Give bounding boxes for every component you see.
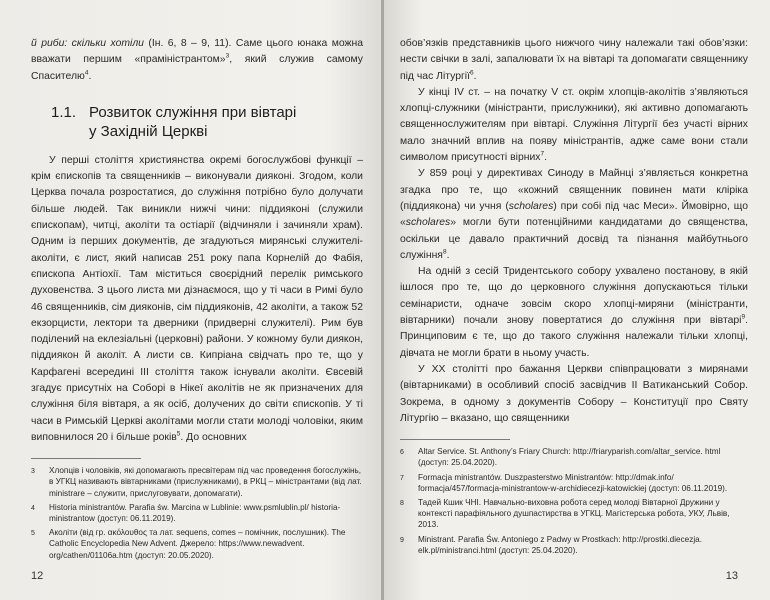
paragraph: У ХХ столітті про бажання Церкви співпрацювати з мирянами (вівтарниками) в особливий спосіб засвідчив ІІ Ватиканський Собор. Зокрема, в одному з документів Собору – Конституції про Святу Літургію – вказано, що священники xyxy=(400,363,748,424)
page-number: 12 xyxy=(31,570,44,582)
section-heading xyxy=(51,103,363,141)
right-page xyxy=(384,0,770,600)
section-title-line-2: у Західній Церкві xyxy=(89,122,208,140)
paragraph: У 859 році у директивах Синоду в Майнці з’являється конкретна згадка про те, що «кожний священник повинен мати кліріка (піддиякона) чи учня (scholares) при собі під час Меси». Ймовірно, що «scholares» могли бути потенційними кандидатами до священства, оскільки це давало практичний досвід та пізнання майбутнього служіння$^8$. xyxy=(400,168,748,261)
paragraph-main: У перші століття християнства окремі богослужбові функції – крім єпископів та священників – виконували дияконі. Згодом, коли Церква почала розростатися, до служіння потрібно було долучати більше людей. Так виникли нижчі чини: піддияконі (служили єпископам), читці, аколіти та остіарії (відчиняли і зачиняли храм). Одним із перших документів, де згадуються мирянські служителі-аколіти, є лист, який написав 251 року папа Корнелій до Фабія, єпископа Антіохії. Там міститься своєрідний перелік римського духовенства. З цього листа ми дізнаємося, що у ті часи в Римі було 46 священників, сім дияконів, сім піддияконів, 42 аколіти, а також 52 екзорцисти, лектори та дверники (придверні служителі). Рим був поділений на еклезіальні (церковні) райони. У кожному були диякон, піддиякон й аколіт. А листи св. Кипріана свідчать про те, що у Карфагені всередині ІІІ століття також існували аколіти. Євсевій згадує присутніх на Соборі в Нікеї аколітів не як призначених для служіння біля вівтаря, а як осіб, долучених до світи єпископів. У ті часи в Римській Церкві аколітами могли стати молоді чоловіки, яким виповнилося 20 і більше років$^5$. До основних xyxy=(31,154,363,443)
footnote: 7 Formacja ministrantów. Duszpasterstwo Ministrantów: http://dmak.info/ formacja/457/formacja-ministrantow-w-archidiecezji-katowickiej (доступ: 06.11.2019). xyxy=(400,472,728,493)
footnote-divider xyxy=(400,439,510,440)
footnote: 4 Historia ministrantów. Parafia św. Marcina w Lublinie: www.psmlublin.pl/ historia-ministrantow (доступ: 06.11.2019). xyxy=(31,502,341,524)
footnote: 6 Altar Service. St. Anthony’s Friary Church: http://friaryparish.com/altar_service. html (доступ: 25.04.2020). xyxy=(400,447,721,468)
section-title-line-1: Розвиток служіння при вівтарі xyxy=(89,103,297,121)
section-number: 1.1. xyxy=(51,103,77,121)
page-number: 13 xyxy=(725,570,738,582)
paragraph-continuation: обов’язків представників цього нижчого чину належали такі обов’язки: нести свічки в залі, запалювати їх на вівтарі та допомагати священнику під час Літургії$^6$. xyxy=(400,38,748,82)
footnote: 5 Аколіти (від гр. ακόλουθος та лат. sequens, comes – помічник, послушник). The Catholic Encyclopedia New Advent. Джерело: https://www.newadvent. org/cathen/01106a.htm (доступ: 20.05.2020). xyxy=(31,528,346,560)
paragraph-continuation: й риби: скільки хотіли (Ін. 6, 8 – 9, 11). Саме цього юнака можна вважати першим «праміністрантом»$^3$, який служив самому Спасителю$^4$. xyxy=(31,38,364,82)
left-page xyxy=(0,0,383,600)
footnote: 9 Ministrant. Parafia Św. Antoniego z Padwy w Prostkach: http://prostki.diecezja. elk.pl/ministranci.html (доступ: 25.04.2020). xyxy=(400,534,702,555)
footnote: 3 Хлопців і чоловіків, які допомагають пресвітерам під час проведення богослужінь, в УГКЦ називають вівтарниками (прислужниками), в РКЦ – міністрантами (від лат. ministrare – служити, прислуговувати, допомагати). xyxy=(31,466,362,498)
footnote-divider xyxy=(31,458,141,459)
footnote: 8 Тадей Кшик ЧНІ. Навчально-виховна робота серед молоді Вівтарної Дружини у контексті парафіяльного душпастирства в УГКЦ. Магістерська робота, УКУ, Львів, 2013. xyxy=(400,497,730,530)
paragraph: На одній з сесій Тридентського собору ухвалено постанову, в якій ішлося про те, що до церковного служіння допускаються тільки семінаристи, одначе зовсім скоро хлопці-миряни (міністранти, вівтарники) почали знову повертатися до служіння при вівтарі$^9$. Принциповим є те, що до такого служіння належали тільки хлопці, дівчата не могли брати в ньому участь. xyxy=(400,266,748,359)
paragraph: У кінці IV ст. – на початку V ст. окрім хлопців-аколітів з’являються хлопці-служники (міністранти, прислужники), які активно допомагають священнослужителям при вівтарі. Служіння Літургії без участі вірних мало значний вплив на появу міністрантів, адже саме вони стали символом присутності вірних$^7$. xyxy=(400,86,748,164)
